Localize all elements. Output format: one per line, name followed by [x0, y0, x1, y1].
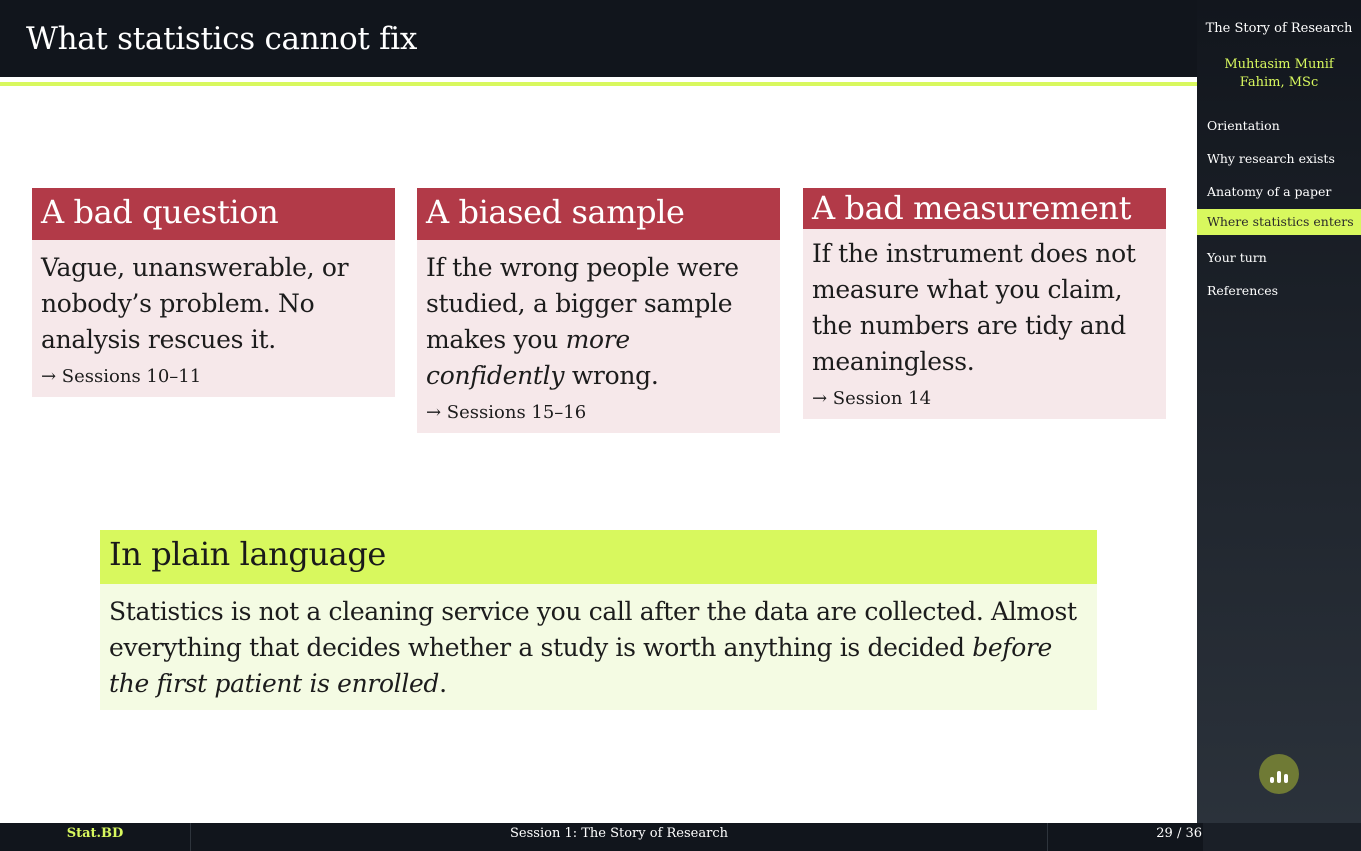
plain-language-body	[100, 584, 1097, 710]
bar-chart-logo-icon	[1259, 754, 1299, 794]
plain-language-box	[100, 530, 1097, 710]
plain-body-emphasis: before the first patient is enrolled	[109, 633, 1052, 698]
block-body-emphasis: more confidently	[426, 325, 630, 390]
block-body: If the instrument does not measure what you claim, the numbers are tidy and meaningless.	[812, 239, 1136, 376]
sidebar	[1197, 0, 1361, 823]
sidebar-presentation-title[interactable]: The Story of Research	[1205, 21, 1353, 36]
block-bad-question	[32, 188, 395, 397]
title-rule	[0, 82, 1197, 86]
sidebar-item-references[interactable]: References	[1207, 283, 1279, 298]
block-bad-measurement	[803, 188, 1166, 419]
block-session-ref: → Sessions 10–11	[41, 366, 202, 387]
plain-language-title: In plain language	[100, 530, 1097, 584]
block-body-text-end: wrong.	[564, 361, 659, 390]
sidebar-author: Muhtasim Munif Fahim, MSc	[1224, 57, 1334, 90]
slide-title: What statistics cannot fix	[26, 21, 418, 57]
block-title: A bad measurement	[803, 188, 1166, 229]
plain-body-text: Statistics is not a cleaning service you call after the data are collected. Almost everything that decides whether a study is worth anything is decided	[109, 597, 1077, 662]
footer-session-title: Session 1: The Story of Research	[191, 823, 1048, 851]
sidebar-item-why-research-exists[interactable]: Why research exists	[1207, 151, 1335, 166]
block-title: A bad question	[32, 188, 395, 240]
footer-brand: Stat.BD	[0, 823, 191, 851]
block-body	[417, 240, 780, 400]
title-bar	[0, 0, 1197, 77]
footer-sidebar-end	[1203, 823, 1361, 851]
plain-body-text-end: .	[439, 669, 447, 698]
sidebar-item-your-turn[interactable]: Your turn	[1207, 250, 1267, 265]
footer-page-number: 29 / 36	[1156, 826, 1202, 841]
footer	[0, 823, 1361, 851]
block-body: Vague, unanswerable, or nobody’s problem. No analysis rescues it.	[41, 253, 349, 354]
block-session-ref: → Sessions 15–16	[426, 402, 587, 423]
sidebar-item-anatomy-of-a-paper[interactable]: Anatomy of a paper	[1207, 184, 1332, 199]
block-session-ref: → Session 14	[812, 388, 932, 409]
sidebar-item-orientation[interactable]: Orientation	[1207, 118, 1280, 133]
block-title: A biased sample	[417, 188, 780, 240]
sidebar-nav	[1197, 110, 1361, 308]
block-body-text: If the wrong people were studied, a bigger sample makes you	[426, 253, 739, 354]
sidebar-item-where-statistics-enters[interactable]: Where statistics enters	[1197, 209, 1361, 235]
block-biased-sample	[417, 188, 780, 433]
